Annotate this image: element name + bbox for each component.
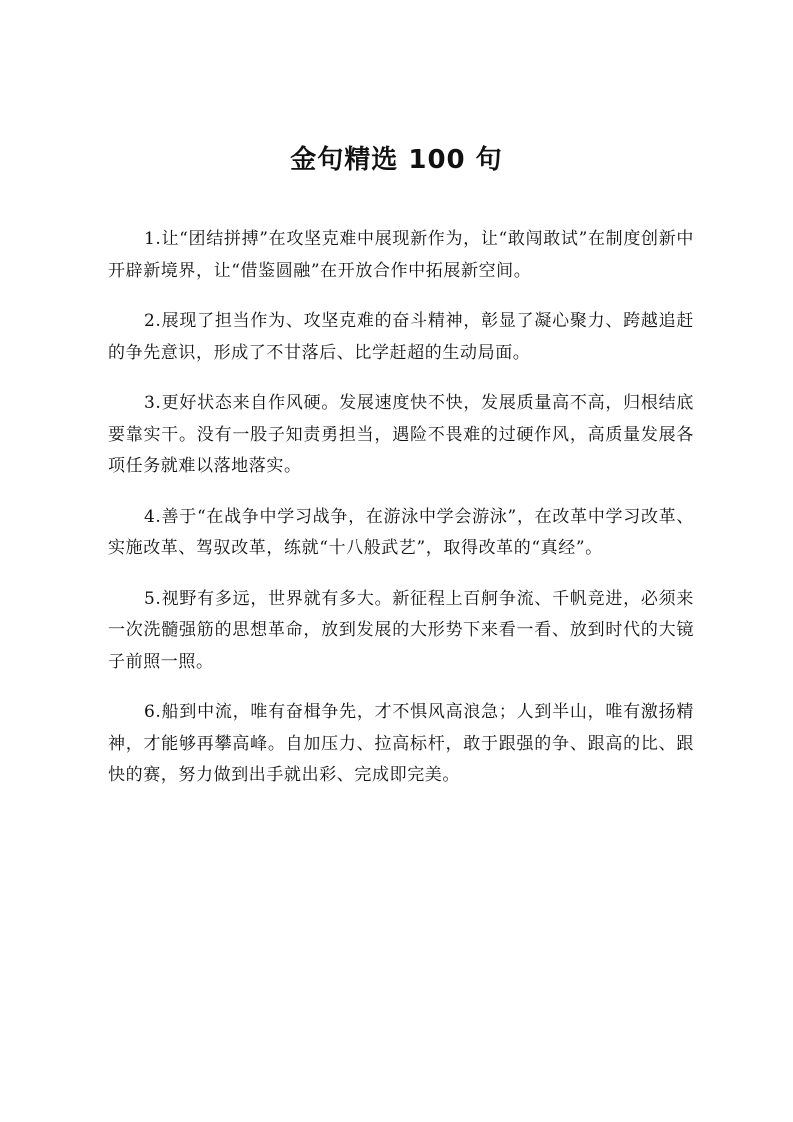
paragraph-5: 5.视野有多远，世界就有多大。新征程上百舸争流、千帆竞进，必须来一次洗髓强筋的思想革命，放到发展的大形势下来看一看、放到时代的大镜子前照一照。 — [108, 588, 694, 672]
paragraph-3: 3.更好状态来自作风硬。发展速度快不快，发展质量高不高，归根结底要靠实干。没有一股子知责勇担当，遇险不畏难的过硬作风，高质量发展各项任务就难以落地落实。 — [108, 393, 694, 476]
document-title: 金句精选 100 句 — [290, 145, 503, 175]
paragraph-4: 4.善于“在战争中学习战争，在游泳中学会游泳”，在改革中学习改革、实施改革、驾驭改革，练就“十八般武艺”，取得改革的“真经”。 — [108, 506, 694, 558]
paragraph-6: 6.船到中流，唯有奋楫争先，才不惧风高浪急；人到半山，唯有激扬精神，才能够再攀高峰。自加压力、拉高标杆，敢于跟强的争、跟高的比、跟快的赛，努力做到出手就出彩、完成即完美。 — [108, 702, 694, 785]
paragraph-1: 1.让“团结拼搏”在攻坚克难中展现新作为，让“敢闯敢试”在制度创新中开辟新境界，让“借鉴圆融”在开放合作中拓展新空间。 — [108, 229, 694, 281]
document-body — [108, 224, 694, 811]
paragraph-2: 2.展现了担当作为、攻坚克难的奋斗精神，彰显了凝心聚力、跨越追赶的争先意识，形成了不甘落后、比学赶超的生动局面。 — [108, 311, 694, 363]
